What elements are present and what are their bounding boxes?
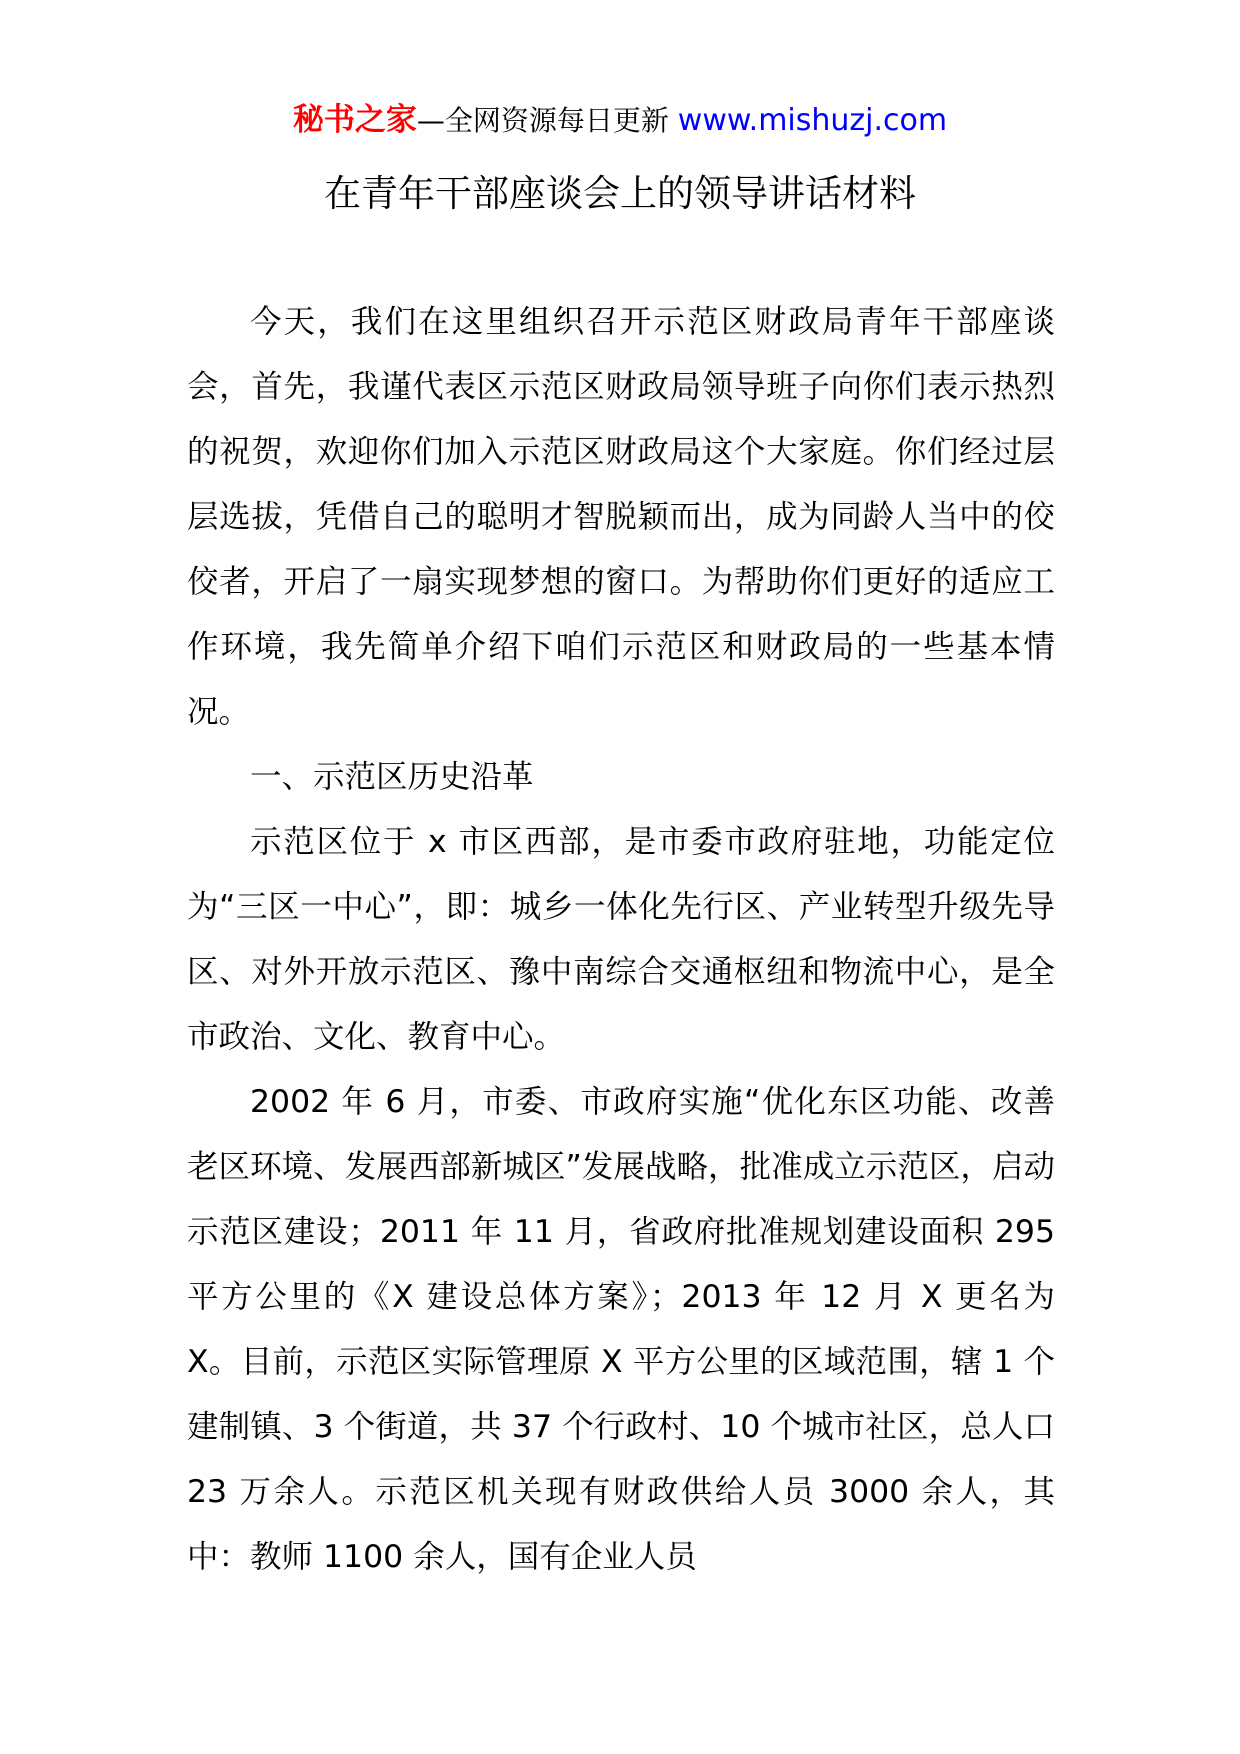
document-body: [187, 290, 1055, 1590]
paragraph-history: 2002 年 6 月，市委、市政府实施“优化东区功能、改善老区环境、发展西部新城区”发展战略，批准成立示范区，启动示范区建设；2011 年 11 月，省政府批准规划建设面积 295 平方公里的《X 建设总体方案》；2013 年 12 月 X 更名为 X。目前，示范区实际管理原 X 平方公里的区域范围，辖 1 个建制镇、3 个街道，共 37 个行政村、10 个城市社区，总人口 23 万余人。示范区机关现有财政供给人员 3000 余人，其中：教师 1100 余人，国有企业人员: [187, 1084, 1055, 1575]
header-tagline: —全网资源每日更新: [416, 104, 678, 137]
section-heading: 一、示范区历史沿革: [250, 759, 534, 795]
paragraph-intro: 今天，我们在这里组织召开示范区财政局青年干部座谈会，首先，我谨代表区示范区财政局领导班子向你们表示热烈的祝贺，欢迎你们加入示范区财政局这个大家庭。你们经过层层选拔，凭借自己的聪明才智脱颖而出，成为同龄人当中的佼佼者，开启了一扇实现梦想的窗口。为帮助你们更好的适应工作环境，我先简单介绍下咱们示范区和财政局的一些基本情况。: [187, 304, 1055, 730]
brand-name: 秘书之家: [292, 102, 417, 138]
site-header: [0, 100, 1240, 141]
website-link[interactable]: www.mishuzj.com: [677, 103, 948, 138]
document-title: 在青年干部座谈会上的领导讲话材料: [324, 172, 916, 215]
paragraph-location: 示范区位于 x 市区西部，是市委市政府驻地，功能定位为“三区一中心”，即：城乡一体化先行区、产业转型升级先导区、对外开放示范区、豫中南综合交通枢纽和物流中心，是全市政治、文化、教育中心。: [187, 824, 1055, 1055]
